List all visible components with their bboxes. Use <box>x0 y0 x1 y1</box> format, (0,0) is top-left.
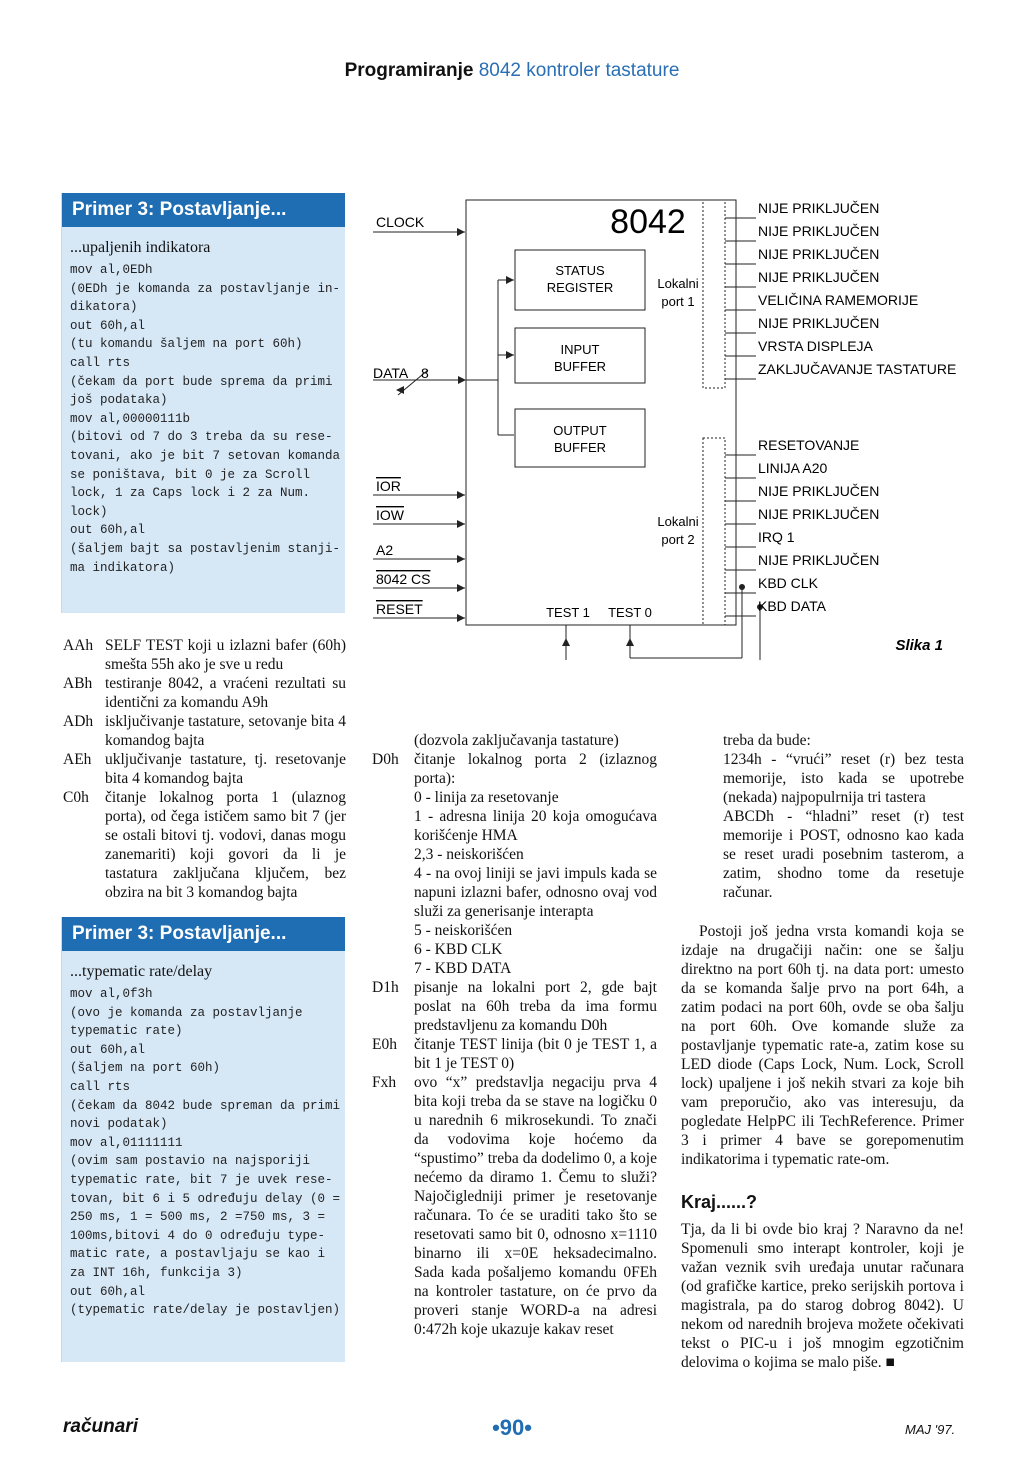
input-label-2: BUFFER <box>554 359 606 374</box>
magazine-logo: računari <box>63 1416 138 1437</box>
paragraph-kraj: Tja, da li bi ovde bio kraj ? Naravno da ne! Spomenuli smo interapt kontroler, koji je važan veznik svih uređaja unutar računara (od grafičke kartice, preko serijskih portova i magistrala, pa do starog dobrog 8042). U nekom od narednih brojeva možete očekivati tekst o PIC-u i još mnogim egzotičnim delovima o kojima se malo piše. ■ <box>681 1221 964 1371</box>
test1-label: TEST 1 <box>546 605 590 620</box>
signal-ior: IOR <box>376 478 401 494</box>
figure-8042-diagram <box>368 195 968 660</box>
command-row <box>63 750 346 788</box>
example-box-indicators <box>61 193 345 613</box>
command-row <box>63 674 346 712</box>
port1-pin-label: NIJE PRIKLJUČEN <box>758 200 880 216</box>
port2-box <box>703 438 725 625</box>
test0-label: TEST 0 <box>608 605 652 620</box>
example-box-typematic <box>61 917 345 1362</box>
command-description: ovo “x” predstavlja negaciju prva 4 bita koji treba da se stave na logičku 0 u narednih 6 mikrosekundi. To znači da vodovima koje hoćemo da “spustimo” treba da dodelimo 0, a koje nećemo da diramo 1. Čemu to služi? Najočigledniji primer je resetovanje računara. To će se uraditi tako što se resetovati samo bit 0, odnosno x=1110 binarno ili x=0E heksadecimalno. Sada kada pošaljemo komandu 0FEh na kontroler tastature, on će prvo da proveri stanje WORD-a na adresi 0:472h koje ukazuje kakav reset <box>414 1074 657 1338</box>
port-bit-item: 6 - KBD CLK <box>414 941 503 958</box>
port-bit-item: 0 - linija za resetovanje <box>414 789 559 806</box>
port2-pin-label: NIJE PRIKLJUČEN <box>758 506 880 522</box>
signal-data: DATA <box>373 365 409 381</box>
command-description: čitanje TEST linija (bit 0 je TEST 1, a bit 1 je TEST 0) <box>414 1036 657 1072</box>
port-bit-item: 1 - adresna linija 20 koja omogućava korišćenje HMA <box>414 808 657 844</box>
issue-date: MAJ '97. <box>905 1422 956 1437</box>
port-bit-item: 4 - na ovoj liniji se javi impuls kada se napuni izlazni bafer, odnosno ovaj vod služi za generisanje interapta <box>414 865 657 920</box>
port1-pin-label: NIJE PRIKLJUČEN <box>758 246 880 262</box>
command-code: D0h <box>372 751 399 768</box>
command-code: AAh <box>63 637 94 654</box>
command-row <box>63 636 346 674</box>
signal-a2: A2 <box>376 542 394 558</box>
continuation-text: (dozvola zaključavanja tastature) <box>414 732 619 749</box>
port2-pin-label: IRQ 1 <box>758 529 795 545</box>
command-list-1 <box>63 636 346 902</box>
command-row <box>372 1073 657 1339</box>
command-code: ADh <box>63 713 94 730</box>
section-heading-kraj: Kraj......? <box>681 1192 758 1212</box>
input-label-1: INPUT <box>560 342 600 357</box>
chip-label: 8042 <box>610 203 686 241</box>
command-row <box>372 1035 657 1073</box>
status-label-2: REGISTER <box>546 280 614 295</box>
signal-clock: CLOCK <box>376 214 425 230</box>
page-number: •90• <box>492 1415 532 1440</box>
output-label-2: BUFFER <box>554 440 606 455</box>
column-2 <box>372 731 657 1339</box>
header-section: Programiranje <box>344 60 474 81</box>
signal-cs: 8042 CS <box>376 571 431 587</box>
status-label-1: STATUS <box>555 263 605 278</box>
column-3 <box>681 731 964 1372</box>
command-code: D1h <box>372 979 399 996</box>
port1-pin-label: NIJE PRIKLJUČEN <box>758 269 880 285</box>
port2-pin-label: KBD DATA <box>758 598 826 614</box>
port1-pin-label: NIJE PRIKLJUČEN <box>758 223 880 239</box>
command-code: E0h <box>372 1036 397 1053</box>
code-listing: mov al,0f3h (ovo je komanda za postavljanje typematic rate) out 60h,al (šaljem na port 60h) call rts (čekam da 8042 bude spreman da primi novi podatak) mov al,01111111 (ovim sam postavio na najsporiji typematic rate, bit 7 je uvek rese- tovan, bit 6 i 5 određuju delay (0 = 250 ms, 1 = 500 ms, 2 =750 ms, 3 = 100ms,bitovi 4 do 0 određuju type- matic rate, a postavljaju se kao i za INT 16h, funkcija 3) out 60h,al (typematic rate/delay je postavljen) <box>70 987 341 1318</box>
command-code: C0h <box>63 789 89 806</box>
command-description: pisanje na lokalni port 2, gde bajt poslat na 60h treba da ima formu predstavljenu za komandu D0h <box>414 979 657 1034</box>
command-code: ABh <box>63 675 93 692</box>
output-buffer-box <box>515 409 645 467</box>
port-bit-item: 2,3 - neiskorišćen <box>414 846 524 863</box>
code-listing: mov al,0EDh (0EDh je komanda za postavljanje in- dikatora) out 60h,al (tu komandu šaljem na port 60h) call rts (čekam da port bude sprema da primi još podataka) mov al,00000111b (bitovi od 7 do 3 treba da su rese- tovani, ako je bit 7 setovan komanda se poništava, bit 0 je za Scroll lock, 1 za Caps lock i 2 za Num. lock) out 60h,al (šaljem bajt sa postavljenim stanji- ma indikatora) <box>70 263 341 575</box>
port1-pin-label: ZAKLJUČAVANJE TASTATURE <box>758 361 957 377</box>
command-description: čitanje lokalnog porta 2 (izlaznog porta): <box>414 751 657 787</box>
paragraph-direct-commands: Postoji još jedna vrsta komandi koja se izdaje na drugačiji način: one se šalju direktno na port 60h tj. na data port: umesto da se komanda šalje prvo na port 64h, a zatim podaci na port 60h, ovde se oba šalju na port 60h. Ove komande služe za postavljanje typematic rate-a, zatim kose su LED diode (Caps Lock, Num. Lock, Scroll lock) upaljene i još nekih stvari za koje bih vam preporučio, ako vas interesuju, da pogledate HelpPC ili TechReference. Primer 3 i primer 4 bave se gorepomenutim indikatorima i typematic rate-om. <box>681 923 964 1168</box>
reset-type-item: ABCDh - “hladni” reset (r) test memorije i POST, odnosno kao kada se reset uradi posebnim tasterom, a zatim, shodno tome da resetuje računar. <box>723 808 964 901</box>
command-description: uključivanje tastature, tj. resetovanje bita 4 komandog bajta <box>105 751 346 787</box>
port2-label-2: port 2 <box>661 532 695 547</box>
box-subtitle: ...upaljenih indikatora <box>70 239 211 256</box>
port2-pin-label: RESETOVANJE <box>758 437 860 453</box>
command-code: AEh <box>63 751 92 768</box>
signal-reset: RESET <box>376 601 423 617</box>
command-code: Fxh <box>372 1074 397 1091</box>
port1-pin-label: NIJE PRIKLJUČEN <box>758 315 880 331</box>
port1-box <box>703 200 725 388</box>
port2-pin-label: NIJE PRIKLJUČEN <box>758 483 880 499</box>
box-subtitle: ...typematic rate/delay <box>70 963 213 980</box>
page-header <box>0 60 1024 82</box>
command-row <box>372 978 657 1035</box>
port2-pin-label: NIJE PRIKLJUČEN <box>758 552 880 568</box>
reset-type-item: 1234h - “vrući” reset (r) bez testa memorije, isto kada se upotrebe (nekada) najpopulrnija tri tastera <box>723 751 964 806</box>
port2-pin-label: LINIJA A20 <box>758 460 828 476</box>
command-description: testiranje 8042, a vraćeni rezultati su identični za komandu A9h <box>105 675 346 711</box>
port1-pin-label: VELIČINA RAMEMORIJE <box>758 292 919 308</box>
port1-pin-label: VRSTA DISPLEJA <box>758 338 873 354</box>
port-bit-item: 5 - neiskorišćen <box>414 922 513 939</box>
signal-iow: IOW <box>376 507 404 523</box>
box-title: Primer 3: Postavljanje... <box>62 193 345 227</box>
command-row <box>63 788 346 902</box>
port-bit-item: 7 - KBD DATA <box>414 960 512 977</box>
port2-label-1: Lokalni <box>657 514 699 529</box>
box-title: Primer 3: Postavljanje... <box>62 917 345 951</box>
command-description: čitanje lokalnog porta 1 (ulaznog porta), od čega ističem samo bit 7 (jer se ostali bitovi tj. vodovi, danas mogu zanemariti) koji govori da li je tastatura zaključana ključem, bez obzira na bit 3 komandog bajta <box>105 789 346 901</box>
port1-label-1: Lokalni <box>657 276 699 291</box>
header-topic: 8042 kontroler tastature <box>478 60 680 81</box>
command-description: isključivanje tastature, setovanje bita 4 komandog bajta <box>105 713 346 749</box>
command-row <box>63 712 346 750</box>
command-row <box>372 750 657 788</box>
command-description: SELF TEST koji u izlazni bafer (60h) smešta 55h ako je sve u redu <box>105 637 346 673</box>
port2-pin-label: KBD CLK <box>758 575 818 591</box>
figure-caption: Slika 1 <box>895 637 943 654</box>
signal-data-width: 8 <box>421 365 429 381</box>
port1-label-2: port 1 <box>661 294 695 309</box>
output-label-1: OUTPUT <box>553 423 607 438</box>
continuation-text: treba da bude: <box>723 732 811 749</box>
